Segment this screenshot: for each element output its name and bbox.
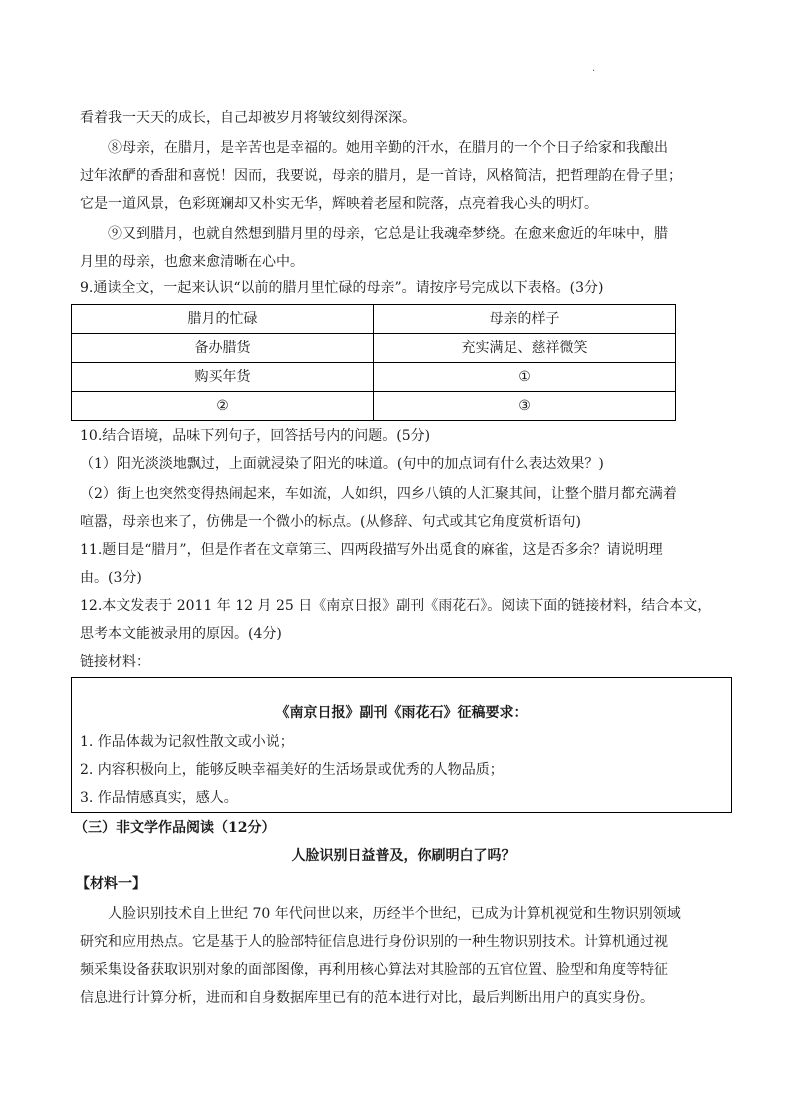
table-row	[72, 334, 676, 363]
question-12-line-2: 思考本文能被录用的原因。(4分)	[80, 626, 282, 642]
table-cell: 购买年货	[72, 363, 374, 392]
paragraph-8-line-2: 过年浓酽的香甜和喜悦！因而，我要说，母亲的腊月，是一首诗，风格简洁，把哲理韵在骨子里；	[80, 168, 682, 184]
question-11-line-1: 11.题目是“腊月”，但是作者在文章第三、四两段描写外出觅食的麻雀，这是否多余？请说明理	[80, 542, 663, 558]
answer-table	[71, 304, 676, 421]
question-11-line-2: 由。(3分)	[80, 570, 142, 586]
link-material-box	[71, 677, 732, 813]
table-cell: ②	[72, 392, 374, 421]
link-material-label: 链接材料：	[80, 654, 150, 670]
box-item: 3. 作品情感真实，感人。	[80, 790, 238, 806]
question-10-1: （1）阳光淡淡地飘过，上面就浸染了阳光的味道。(句中的加点词有什么表达效果？)	[80, 456, 604, 472]
question-10-2-line-2: 喧嚣，母亲也来了，仿佛是一个微小的标点。(从修辞、句式或其它角度赏析语句)	[80, 514, 581, 530]
question-12-line-1: 12.本文发表于 2011 年 12 月 25 日《南京日报》副刊《雨花石》。阅读下面的链接材料，结合本文，	[80, 598, 712, 614]
table-header-cell: 母亲的样子	[374, 305, 676, 334]
material-1-label: 【材料一】	[76, 876, 146, 892]
material-1-line-2: 研究和应用热点。它是基于人的脸部特征信息进行身份识别的一种生物识别技术。计算机通过视	[80, 934, 668, 950]
table-header-row	[72, 305, 676, 334]
paragraph-9-line-2: 月里的母亲，也愈来愈清晰在心中。	[80, 254, 304, 270]
table-row	[72, 392, 676, 421]
top-mark: ·	[592, 66, 596, 77]
table-cell: 备办腊货	[72, 334, 374, 363]
box-item: 2. 内容积极向上，能够反映幸福美好的生活场景或优秀的人物品质；	[80, 762, 504, 778]
material-1-line-1: 人脸识别技术自上世纪 70 年代问世以来，历经半个世纪，已成为计算机视觉和生物识别领域	[108, 906, 681, 922]
table-row	[72, 363, 676, 392]
table-header-cell: 腊月的忙碌	[72, 305, 374, 334]
paragraph-8-line-3: 它是一道风景，色彩斑斓却又朴实无华，辉映着老屋和院落，点亮着我心头的明灯。	[80, 196, 598, 212]
paragraph-line: 看着我一天天的成长，自己却被岁月将皱纹刻得深深。	[80, 110, 416, 126]
table-cell: ③	[374, 392, 676, 421]
box-title: 《南京日报》副刊《雨花石》征稿要求：	[275, 705, 528, 721]
article-title: 人脸识别日益普及，你刷明白了吗？	[291, 848, 516, 864]
box-item: 1. 作品体裁为记叙性散文或小说；	[80, 734, 294, 750]
material-1-line-4: 信息进行计算分析，进而和自身数据库里已有的范本进行对比，最后判断出用户的真实身份。	[80, 990, 654, 1006]
table-cell: ①	[374, 363, 676, 392]
paragraph-9-line-1: ⑨又到腊月，也就自然想到腊月里的母亲，它总是让我魂牵梦绕。在愈来愈近的年味中，腊	[108, 226, 668, 242]
paragraph-8-line-1: ⑧母亲，在腊月，是辛苦也是幸福的。她用辛勤的汗水，在腊月的一个个日子给家和我酿出	[108, 140, 668, 156]
table-cell: 充实满足、慈祥微笑	[374, 334, 676, 363]
question-10-2-line-1: （2）街上也突然变得热闹起来，车如流，人如织，四乡八镇的人汇聚其间，让整个腊月都充满着	[80, 486, 677, 502]
question-9: 9.通读全文，一起来认识“以前的腊月里忙碌的母亲”。请按序号完成以下表格。(3分)	[80, 280, 604, 296]
question-10: 10.结合语境，品味下列句子，回答括号内的问题。(5分)	[80, 428, 431, 444]
section-3-heading: （三）非文学作品阅读（12分）	[74, 820, 276, 836]
material-1-line-3: 频采集设备获取识别对象的面部图像，再利用核心算法对其脸部的五官位置、脸型和角度等特征	[80, 962, 668, 978]
